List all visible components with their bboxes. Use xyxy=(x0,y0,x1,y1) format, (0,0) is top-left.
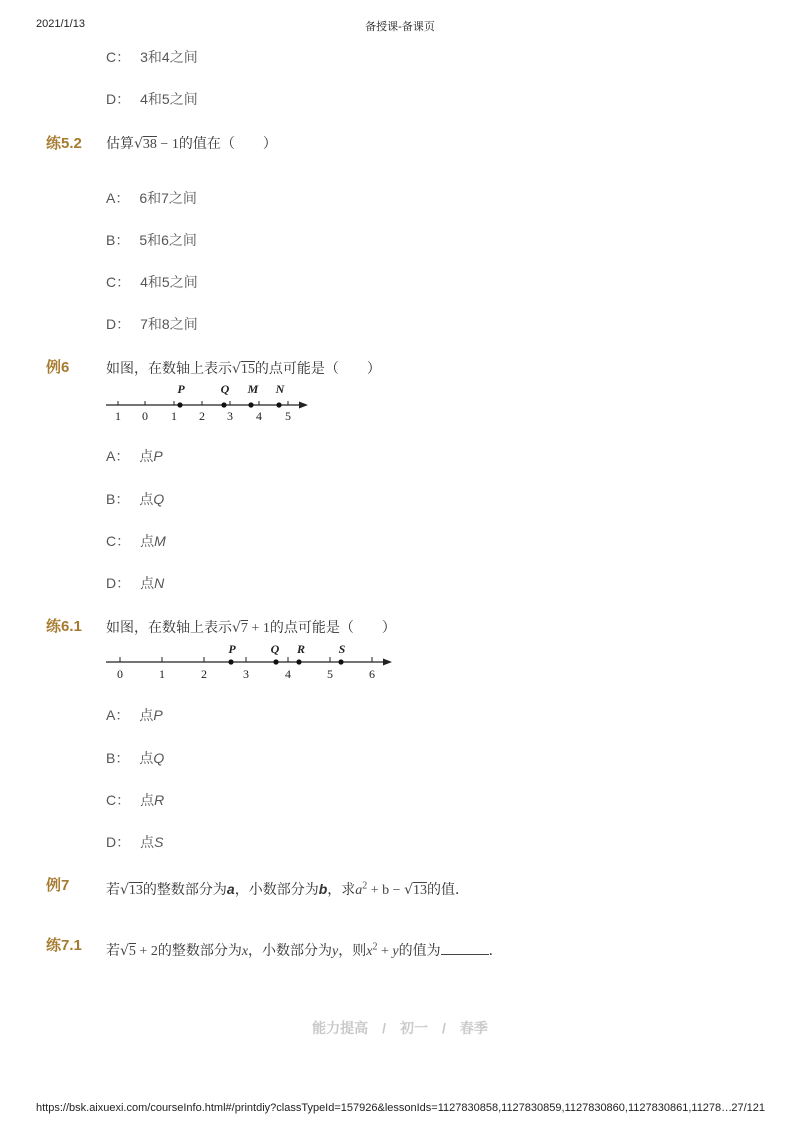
number-line-figure xyxy=(104,638,404,686)
question-label: 例7 xyxy=(46,877,70,894)
tick-label: 1 xyxy=(171,409,177,423)
tick-label: 3 xyxy=(227,409,233,423)
course-watermark: 能力提高 / 初一 / 春季 xyxy=(312,1020,488,1036)
point-label-p: P xyxy=(228,642,236,656)
option-d[interactable]: D： 点S xyxy=(106,834,164,850)
point-dot-q xyxy=(221,402,226,407)
point-dot-m xyxy=(248,402,253,407)
point-label-r: R xyxy=(296,642,306,656)
print-date: 2021/1/13 xyxy=(36,18,85,30)
point-dot-r xyxy=(296,659,301,664)
option-b[interactable]: B： 5和6之间 xyxy=(106,232,197,248)
tick-label: 5 xyxy=(327,667,333,681)
option-a[interactable]: A： 6和7之间 xyxy=(106,190,197,206)
option-c[interactable]: C： 点M xyxy=(106,533,166,549)
question-label: 例6 xyxy=(46,359,70,376)
point-label-q: Q xyxy=(270,642,280,656)
option-c[interactable]: C： 点R xyxy=(106,792,165,808)
print-title: 备授课-备课页 xyxy=(365,21,435,33)
tick-label: 6 xyxy=(369,667,375,681)
point-dot-q xyxy=(273,659,278,664)
point-label-p: P xyxy=(177,382,185,396)
tick-label: 1 xyxy=(115,409,121,423)
tick-label: 3 xyxy=(243,667,249,681)
option-c[interactable]: C： 3和4之间 xyxy=(106,49,198,65)
point-label-s: S xyxy=(338,642,346,656)
question-label: 练7.1 xyxy=(46,937,82,954)
point-dot-n xyxy=(276,402,281,407)
option-d[interactable]: D： 4和5之间 xyxy=(106,91,198,107)
tick-label: 0 xyxy=(117,667,123,681)
point-label-q: Q xyxy=(220,382,230,396)
page-url: https://bsk.aixuexi.com/courseInfo.html#/printdiy?classTypeId=157926&lessonIds=1127830858,1127830859,1127830860,1127830861,11278… xyxy=(36,1102,733,1114)
question-stem: 若√5 + 2的整数部分为x，小数部分为y，则$x^2 + y$的值为 ． xyxy=(106,941,503,959)
number-line-figure xyxy=(104,378,324,426)
point-label-n: N xyxy=(275,382,285,396)
option-b[interactable]: B： 点Q xyxy=(106,750,165,766)
question-label: 练6.1 xyxy=(46,618,82,635)
option-b[interactable]: B： 点Q xyxy=(106,491,165,507)
option-c[interactable]: C： 4和5之间 xyxy=(106,274,198,290)
option-a[interactable]: A： 点P xyxy=(106,707,163,723)
tick-label: 4 xyxy=(256,409,262,423)
tick-label: 2 xyxy=(199,409,205,423)
tick-label: 2 xyxy=(201,667,207,681)
tick-label: 0 xyxy=(142,409,148,423)
point-dot-p xyxy=(177,402,182,407)
option-d[interactable]: D： 7和8之间 xyxy=(106,316,198,332)
option-d[interactable]: D： 点N xyxy=(106,575,165,591)
tick-label: 1 xyxy=(159,667,165,681)
question-stem: 若√13的整数部分为a，小数部分为b，求$a^2 + b - √13$的值． xyxy=(106,880,469,898)
answer-blank[interactable] xyxy=(441,942,489,955)
question-label: 练5.2 xyxy=(46,135,82,152)
page-number: 27/121 xyxy=(731,1102,765,1114)
point-label-m: M xyxy=(247,382,259,396)
tick-label: 4 xyxy=(285,667,291,681)
point-dot-p xyxy=(228,659,233,664)
question-stem: 估算√38 − 1的值在（ ） xyxy=(106,135,277,152)
option-a[interactable]: A： 点P xyxy=(106,448,163,464)
point-dot-s xyxy=(338,659,343,664)
question-stem: 如图，在数轴上表示√7 + 1的点可能是（ ） xyxy=(106,619,396,636)
tick-label: 5 xyxy=(285,409,291,423)
question-stem: 如图，在数轴上表示√15的点可能是（ ） xyxy=(106,360,381,377)
